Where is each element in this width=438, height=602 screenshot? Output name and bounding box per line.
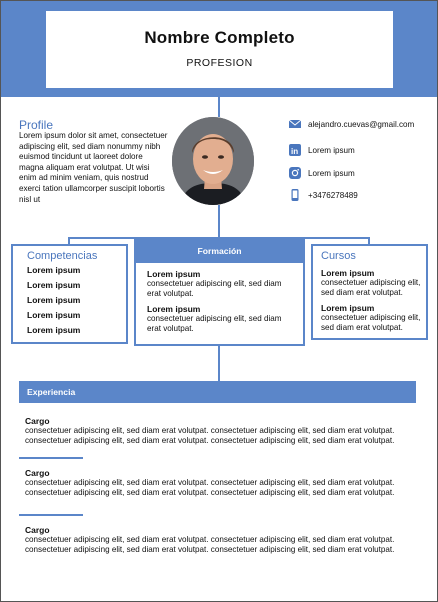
experiencia-title: Experiencia: [19, 381, 416, 403]
experiencia-entry: [25, 525, 417, 556]
experiencia-entry-text: consectetuer adipiscing elit, sed diam erat volutpat. consectetuer adipiscing elit, sed diam erat volutpat. consectetuer adipiscing elit, sed diam erat volutpat. consectetuer adipiscing elit, sed diam erat volutpat.: [25, 535, 395, 555]
contact-phone[interactable]: [289, 189, 358, 201]
instagram-text: Lorem ipsum: [308, 168, 355, 178]
competencia-item: Lorem ipsum: [27, 325, 81, 335]
experiencia-entry-title: Cargo: [25, 525, 50, 535]
phone-icon: [289, 189, 301, 201]
cursos-box: [311, 244, 428, 340]
competencias-box: [11, 244, 128, 344]
svg-text:in: in: [291, 147, 299, 156]
instagram-icon: [289, 167, 301, 179]
competencia-item: Lorem ipsum: [27, 295, 81, 305]
formacion-entry-text: consectetuer adipiscing elit, sed diam erat volutpat.: [147, 279, 282, 299]
formacion-box: [134, 237, 305, 346]
experiencia-divider: [19, 514, 83, 516]
linkedin-text: Lorem ipsum: [308, 145, 355, 155]
experiencia-entry-title: Cargo: [25, 416, 50, 426]
cursos-title: Cursos: [321, 250, 356, 262]
competencia-item: Lorem ipsum: [27, 265, 81, 275]
connector-photo: [218, 205, 220, 237]
cursos-entry-text: consectetuer adipiscing elit, sed diam erat volutpat.: [321, 312, 421, 332]
experiencia-entry-title: Cargo: [25, 468, 50, 478]
formacion-entry-text: consectetuer adipiscing elit, sed diam erat volutpat.: [147, 313, 282, 333]
email-text: alejandro.cuevas@gmail.com: [308, 119, 415, 129]
experiencia-entry-text: consectetuer adipiscing elit, sed diam erat volutpat. consectetuer adipiscing elit, sed diam erat volutpat. consectetuer adipiscing elit, sed diam erat volutpat. consectetuer adipiscing elit, sed diam erat volutpat.: [25, 478, 395, 498]
cursos-entry-text: consectetuer adipiscing elit, sed diam erat volutpat.: [321, 278, 421, 298]
connector-top: [218, 88, 220, 117]
contact-instagram[interactable]: [289, 167, 355, 179]
cursos-entry-title: Lorem ipsum: [321, 268, 375, 278]
profile-text: Lorem ipsum dolor sit amet, consectetuer adipiscing elit, sed diam nonummy nibh euismod tincidunt ut laoreet dolore magna aliquam erat volutpat. Ut wisi enim ad minim veniam, quis nostrud exerci tation ullamcorper suscipit lobortis nisl ut: [19, 131, 168, 204]
competencia-item: Lorem ipsum: [27, 310, 81, 320]
experiencia-entry: [25, 468, 417, 499]
phone-text: +3476278489: [308, 190, 358, 200]
profile-photo: [172, 117, 254, 205]
competencia-item: Lorem ipsum: [27, 280, 81, 290]
contact-linkedin[interactable]: [289, 144, 355, 156]
linkedin-icon: [289, 144, 301, 156]
cursos-entry-title: Lorem ipsum: [321, 302, 375, 313]
divider-line: [1, 96, 437, 97]
formacion-entry-title: Lorem ipsum: [147, 269, 201, 279]
experiencia-divider: [19, 457, 83, 459]
connector-bottom: [218, 346, 220, 381]
competencias-title: Competencias: [27, 250, 98, 262]
formacion-title: Formación: [136, 239, 303, 263]
experiencia-entry: [25, 416, 417, 447]
title-box: [46, 11, 393, 88]
portrait-image: [172, 117, 254, 205]
experiencia-entry-text: consectetuer adipiscing elit, sed diam erat volutpat. consectetuer adipiscing elit, sed diam erat volutpat. consectetuer adipiscing elit, sed diam erat volutpat. consectetuer adipiscing elit, sed diam erat volutpat.: [25, 426, 395, 446]
full-name: Nombre Completo: [144, 28, 295, 47]
profession: PROFESION: [186, 57, 253, 69]
profile-title: Profile: [19, 118, 54, 132]
formacion-entry-title: Lorem ipsum: [147, 303, 201, 314]
envelope-icon: [289, 118, 301, 130]
contact-email[interactable]: [289, 118, 414, 130]
